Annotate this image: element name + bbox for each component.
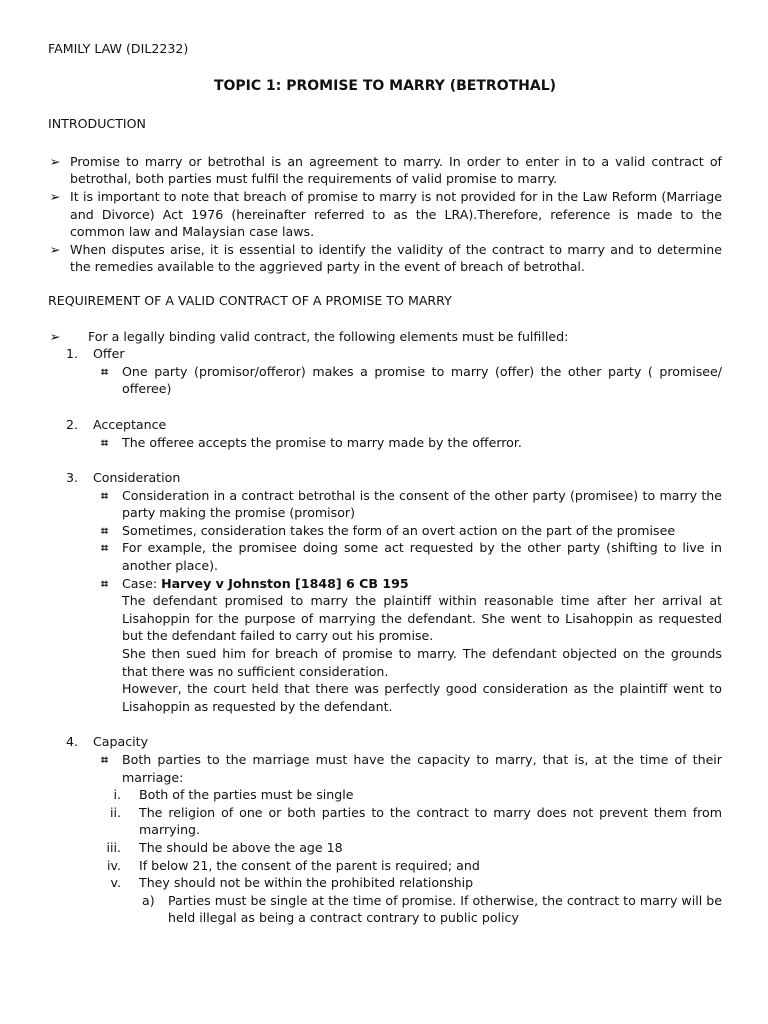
- element-points: [93, 434, 722, 452]
- element-point: [93, 363, 722, 398]
- capacity-conditions: [93, 786, 722, 892]
- case-prefix: Case:: [122, 575, 162, 591]
- element-point-text: Consideration in a contract betrothal is the consent of the other party (promisee) to marry the party making the promise (promisor): [122, 487, 722, 521]
- capacity-condition-text: The should be above the age 18: [139, 839, 343, 855]
- element-number: 2.: [66, 416, 79, 432]
- element-point-text: Both parties to the marriage must have the capacity to marry, that is, at the time of their marriage:: [122, 752, 722, 785]
- case-paragraph: She then sued him for breach of promise to marry. The defendant objected on the grounds that there was no sufficient consideration.: [122, 646, 722, 679]
- arrowhead-bullet-icon: ➢: [49, 153, 61, 169]
- case-paragraph: However, the court held that there was perfectly good consideration as the plaintiff went to Lisahoppin as requested by the defendant.: [122, 681, 722, 714]
- element-number: 1.: [66, 346, 79, 362]
- roman-marker: iv.: [107, 857, 121, 873]
- introduction-list: [48, 153, 722, 276]
- capacity-condition-text: The religion of one or both parties to the contract to marry does not prevent them from marrying.: [139, 804, 722, 838]
- element-point: [93, 434, 722, 452]
- element-acceptance: [48, 416, 722, 451]
- element-point: [93, 487, 722, 522]
- case-heading: [122, 575, 722, 593]
- capacity-condition: [93, 786, 722, 804]
- prohibited-relationship-text: Parties must be single at the time of promise. If otherwise, the contract to marry will be held illegal as being a contract contrary to public policy: [168, 892, 722, 926]
- introduction-bullet-text: When disputes arise, it is essential to identify the validity of the contract to marry and to determine the remedies available to the aggrieved party in the event of breach of betrothal.: [70, 241, 722, 275]
- introduction-bullet-text: Promise to marry or betrothal is an agreement to marry. In order to enter in to a valid contract of betrothal, both parties must fulfil the requirements of valid promise to marry.: [70, 153, 722, 187]
- arrowhead-bullet-icon: ➢: [49, 328, 61, 344]
- hash-bullet-icon: ⌗: [101, 434, 109, 450]
- capacity-condition: [93, 857, 722, 875]
- course-header: FAMILY LAW (DIL2232): [48, 41, 189, 56]
- capacity-condition-text: Both of the parties must be single: [139, 787, 354, 803]
- elements-list: [48, 345, 722, 927]
- hash-bullet-icon: ⌗: [101, 522, 109, 538]
- element-capacity: [48, 733, 722, 927]
- element-point: [93, 539, 722, 574]
- introduction-heading: INTRODUCTION: [48, 116, 146, 132]
- capacity-condition-text: If below 21, the consent of the parent is required; and: [139, 857, 480, 873]
- element-point-text: Sometimes, consideration takes the form of an overt action on the part of the promisee: [122, 522, 676, 538]
- element-point: [93, 751, 722, 786]
- requirements-lead: [48, 328, 722, 346]
- element-offer: [48, 345, 722, 398]
- arrowhead-bullet-icon: ➢: [49, 241, 61, 257]
- requirements-heading: REQUIREMENT OF A VALID CONTRACT OF A PROMISE TO MARRY: [48, 292, 452, 308]
- introduction-bullet-text: It is important to note that breach of promise to marry is not provided for in the Law Reform (Marriage and Divorce) Act 1976 (hereinafter referred to as the LRA).Therefore, reference is made to the common law and Malaysian case laws.: [70, 188, 722, 240]
- hash-bullet-icon: ⌗: [101, 752, 109, 767]
- element-points: [93, 363, 722, 398]
- requirements-lead-text: For a legally binding valid contract, the following elements must be fulfilled:: [88, 328, 569, 344]
- introduction-bullet: [48, 153, 722, 188]
- case-paragraph: The defendant promised to marry the plaintiff within reasonable time after her arrival at Lisahoppin for the purpose of marrying the defendant. She went to Lisahoppin as requested but the defendant failed to carry out his promise.: [122, 593, 722, 644]
- prohibited-relationship-points: [93, 892, 722, 927]
- document-page: [48, 40, 722, 927]
- element-point: [93, 522, 722, 540]
- capacity-condition: [93, 874, 722, 892]
- element-number: 3.: [66, 470, 79, 486]
- capacity-condition: [93, 839, 722, 857]
- hash-bullet-icon: ⌗: [101, 575, 109, 591]
- element-point-text: One party (promisor/offeror) makes a promise to marry (offer) the other party ( promisee/ offeree): [122, 363, 722, 397]
- introduction-bullet: [48, 188, 722, 241]
- element-label: Offer: [93, 346, 125, 362]
- capacity-condition: [93, 804, 722, 839]
- arrowhead-bullet-icon: ➢: [49, 188, 61, 204]
- element-consideration: [48, 469, 722, 715]
- roman-marker: i.: [113, 787, 121, 803]
- element-point-text: For example, the promisee doing some act requested by the other party (shifting to live in another place).: [122, 540, 722, 574]
- prohibited-relationship-point: [93, 892, 722, 927]
- roman-marker: iii.: [106, 839, 121, 855]
- hash-bullet-icon: ⌗: [101, 363, 109, 379]
- introduction-bullet: [48, 241, 722, 276]
- case-block: [93, 575, 722, 716]
- roman-marker: v.: [110, 875, 121, 891]
- alpha-marker: a): [142, 892, 155, 908]
- page-title: TOPIC 1: PROMISE TO MARRY (BETROTHAL): [213, 77, 557, 94]
- hash-bullet-icon: ⌗: [101, 487, 109, 503]
- roman-marker: ii.: [109, 804, 121, 820]
- element-label: Capacity: [93, 734, 149, 750]
- element-points: [93, 487, 722, 716]
- element-point-text: The offeree accepts the promise to marry made by the offerror.: [122, 434, 522, 450]
- capacity-condition-text: They should not be within the prohibited relationship: [139, 875, 474, 891]
- element-number: 4.: [66, 734, 79, 750]
- element-label: Acceptance: [93, 416, 167, 432]
- element-label: Consideration: [93, 470, 181, 486]
- element-points: [93, 751, 722, 786]
- hash-bullet-icon: ⌗: [101, 540, 109, 556]
- case-citation: Harvey v Johnston [1848] 6 CB 195: [161, 575, 409, 591]
